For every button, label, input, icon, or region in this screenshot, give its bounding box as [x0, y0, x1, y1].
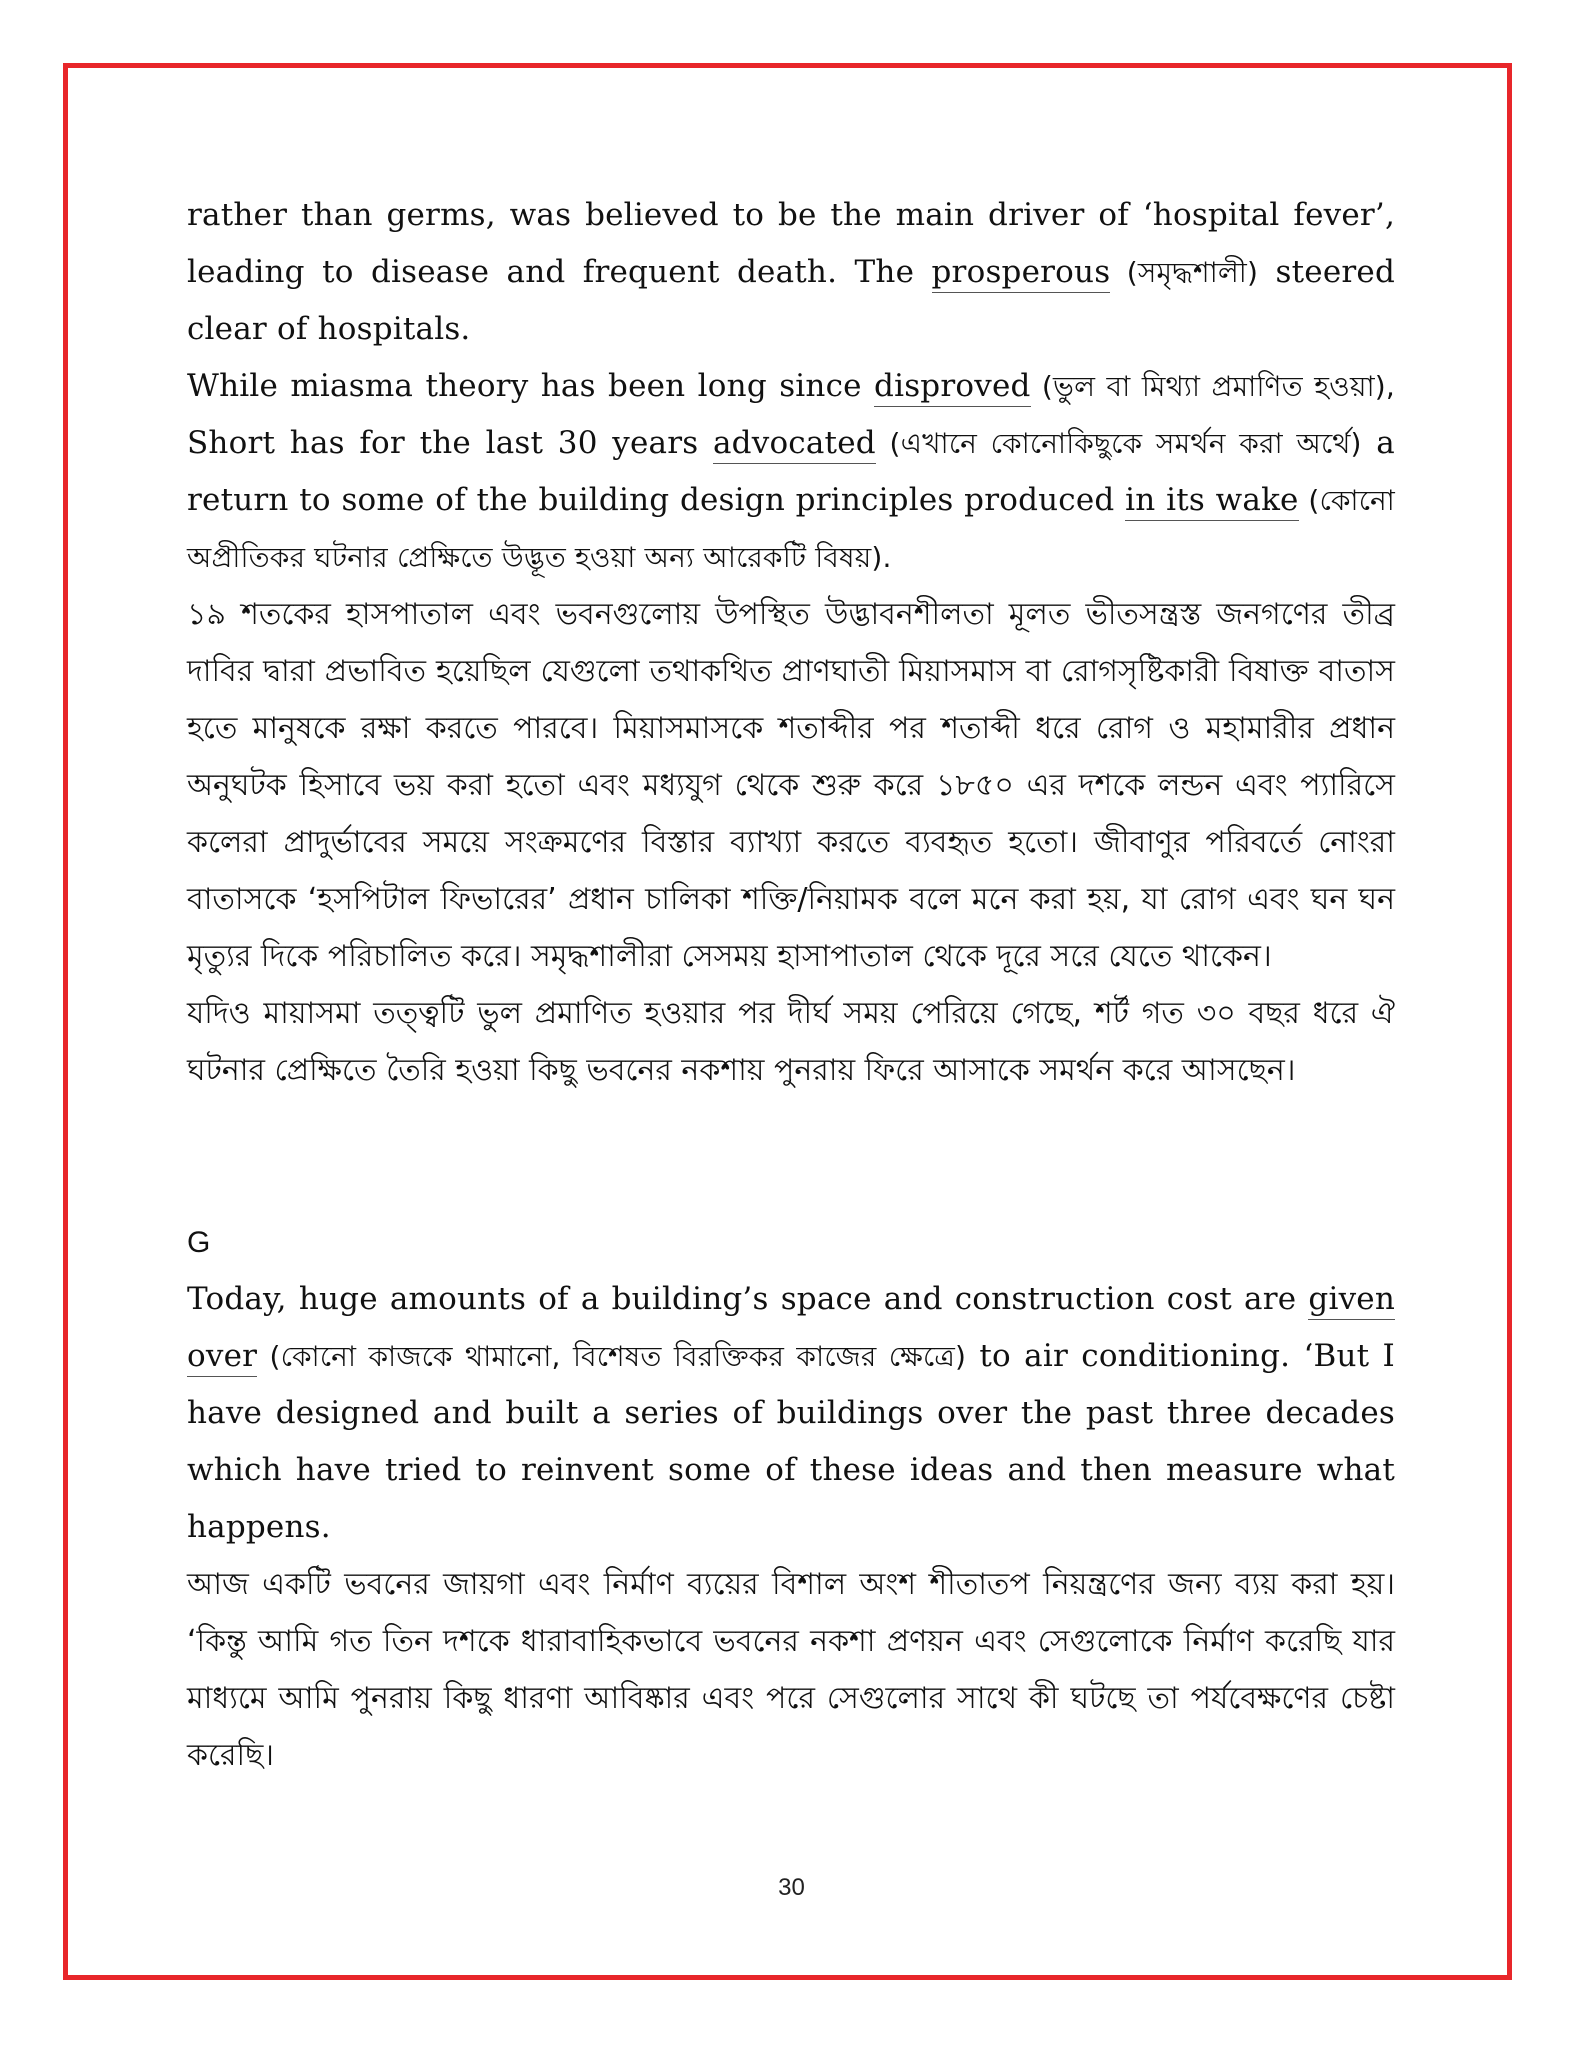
vocab-word-disproved: disproved: [874, 368, 1031, 407]
vocab-gloss: (এখানে কোনোকিছুকে সমর্থন করা অর্থে): [875, 427, 1362, 460]
section-f-bangla-paragraph-1: ১৯ শতকের হাসপাতাল এবং ভবনগুলোয় উপস্থিত উদ্ভাবনশীলতা মূলত ভীতসন্ত্রস্ত জনগণের তীব্র দাবির দ্বারা প্রভাবিত হয়েছিল যেগুলো তথাকথিত প্রাণঘাতী মিয়াসমাস বা রোগসৃষ্টিকারী বিষাক্ত বাতাস হতে মানুষকে রক্ষা করতে পারবে। মিয়াসমাসকে শতাব্দীর পর শতাব্দী ধরে রোগ ও মহামারীর প্রধান অনুঘটক হিসাবে ভয় করা হতো এবং মধ্যযুগ থেকে শুরু করে ১৮৫০ এর দশকে লন্ডন এবং প্যারিসে কলেরা প্রাদুর্ভাবের সময়ে সংক্রমণের বিস্তার ব্যাখ্যা করতে ব্যবহৃত হতো। জীবাণুর পরিবর্তে নোংরা বাতাসকে ‘হসপিটাল ফিভারের’ প্রধান চালিকা শক্তি/নিয়ামক বলে মনে করা হয়, যা রোগ এবং ঘন ঘন মৃত্যুর দিকে পরিচালিত করে। সমৃদ্ধশালীরা সেসময় হাসাপাতাল থেকে দূরে সরে যেতে থাকেন।: [187, 597, 1395, 974]
vocab-word-given-over: given over: [187, 1281, 1395, 1377]
vocab-word-advocated: advocated: [713, 425, 876, 464]
vocab-gloss: (কোনো কাজকে থামানো, বিশেষত বিরক্তিকর কাজের ক্ষেত্রে): [257, 1340, 967, 1373]
text-run: Short has for the last 30 years: [187, 425, 713, 461]
text-run: steered clear of hospitals.: [187, 254, 1395, 347]
text-run: rather than germs, was believed to be the main driver of ‘hospital fever’, leading to disease and frequent death. The: [187, 197, 1395, 290]
text-run: While miasma theory has been long since: [187, 368, 875, 404]
page-number: 30: [778, 1874, 805, 1901]
section-f-english-paragraph-2: [187, 358, 1395, 586]
section-letter-g: G: [187, 1226, 211, 1259]
page-content: [187, 187, 1395, 1784]
vocab-word-prosperous: prosperous: [932, 254, 1111, 293]
section-f-english-paragraph-1: [187, 187, 1395, 358]
vocab-word-in-its-wake: in its wake: [1125, 482, 1298, 521]
text-run: a return to some of the building design principles produced: [187, 425, 1395, 518]
section-f-bangla-paragraph-2: যদিও মায়াসমা তত্ত্বটি ভুল প্রমাণিত হওয়ার পর দীর্ঘ সময় পেরিয়ে গেছে, শর্ট গত ৩০ বছর ধরে ঐ ঘটনার প্রেক্ষিতে তৈরি হওয়া কিছু ভবনের নকশায় পুনরায় ফিরে আসাকে সমর্থন করে আসছেন।: [187, 996, 1395, 1088]
text-run: to air conditioning. ‘But I have designed and built a series of buildings over the past three decades which have tried to reinvent some of these ideas and then measure what happens.: [187, 1338, 1396, 1545]
section-g-bangla-paragraph: আজ একটি ভবনের জায়গা এবং নির্মাণ ব্যয়ের বিশাল অংশ শীতাতপ নিয়ন্ত্রণের জন্য ব্যয় করা হয়। ‘কিন্তু আমি গত তিন দশকে ধারাবাহিকভাবে ভবনের নকশা প্রণয়ন এবং সেগুলোকে নির্মাণ করেছি যার মাধ্যমে আমি পুনরায় কিছু ধারণা আবিষ্কার এবং পরে সেগুলোর সাথে কী ঘটছে তা পর্যবেক্ষণের চেষ্টা করেছি।: [187, 1567, 1395, 1773]
vocab-gloss: (সমৃদ্ধশালী): [1110, 256, 1259, 289]
vocab-gloss: (কোনো অপ্রীতিকর ঘটনার প্রেক্ষিতে উদ্ভূত হওয়া অন্য আরেকটি বিষয়).: [187, 484, 1396, 574]
text-run: Today, huge amounts of a building’s space and construction cost are: [187, 1281, 1309, 1317]
vocab-gloss: (ভুল বা মিথ্যা প্রমাণিত হওয়া),: [1030, 370, 1395, 403]
section-g-english-paragraph: [187, 1271, 1395, 1556]
section-gap: [187, 1099, 1395, 1214]
